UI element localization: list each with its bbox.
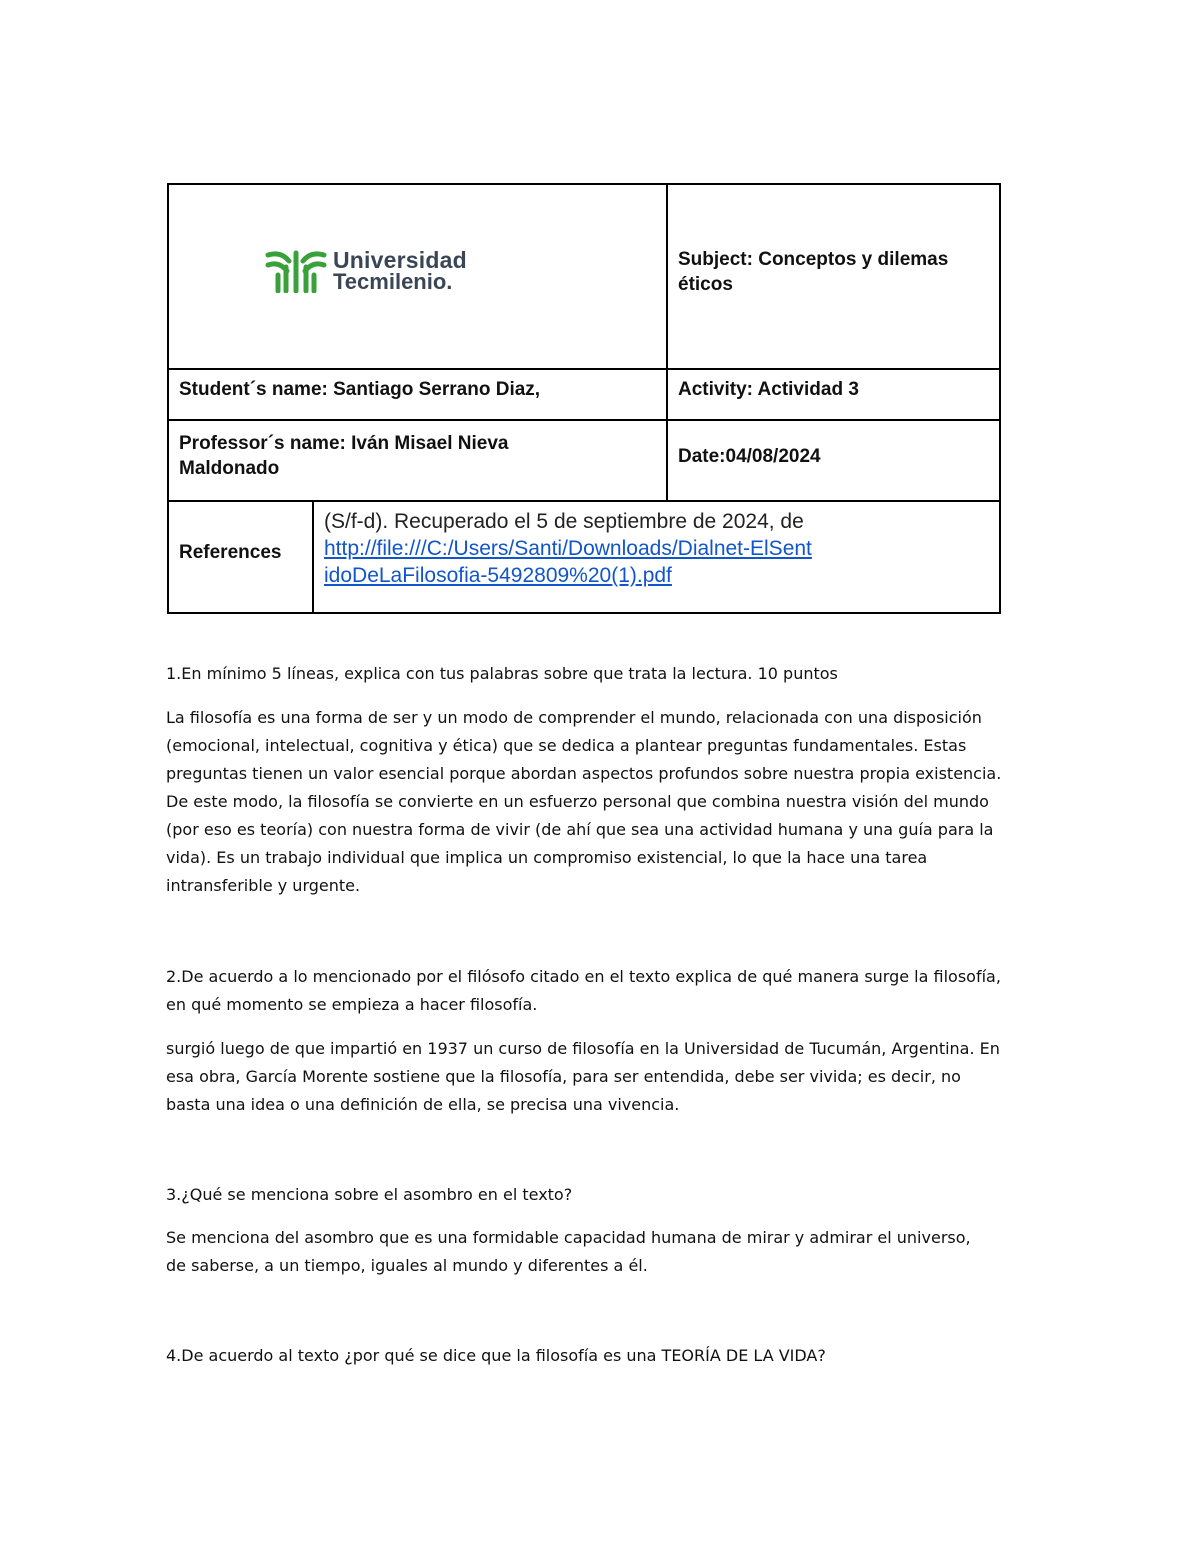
table-divider-horizontal <box>169 419 999 421</box>
question-1-text: 1.En mínimo 5 líneas, explica con tus palabras sobre que trata la lectura. 10 puntos <box>166 664 838 683</box>
reference-citation: (S/f-d). Recuperado el 5 de septiembre de 2024, de <box>324 510 804 533</box>
table-divider-vertical <box>666 185 668 502</box>
answer-1 <box>166 704 1016 900</box>
activity-text: Activity: Actividad 3 <box>678 379 859 400</box>
tecmilenio-leaf-icon <box>265 249 327 293</box>
student-name-text: Student´s name: Santiago Serrano Diaz, <box>179 379 541 400</box>
student-name-cell <box>179 377 659 402</box>
subject-cell <box>678 247 993 297</box>
professor-name-text: Professor´s name: Iván Misael Nieva Maldonado <box>179 433 509 479</box>
logo-line-universidad: Universidad <box>333 247 467 273</box>
professor-name-cell <box>179 431 599 481</box>
question-1 <box>166 660 1026 688</box>
answer-3 <box>166 1224 986 1280</box>
question-3-text: 3.¿Qué se menciona sobre el asombro en el texto? <box>166 1185 573 1204</box>
university-logo <box>265 247 505 297</box>
question-3 <box>166 1181 1026 1209</box>
references-label-cell <box>179 540 309 565</box>
answer-1-text: La filosofía es una forma de ser y un modo de comprender el mundo, relacionada con una disposición (emocional, intelectual, cognitiva y ética) que se dedica a plantear preguntas fundamentales. Estas preguntas tienen un valor esencial porque abordan aspectos profundos sobre nuestra propia existencia. De este modo, la filosofía se convierte en un esfuerzo personal que combina nuestra visión del mundo (por eso es teoría) con nuestra forma de vivir (de ahí que sea una actividad humana y una guía para la vida). Es un trabajo individual que implica un compromiso existencial, lo que la hace una tarea intransferible y urgente. <box>166 708 1002 895</box>
answer-3-text: Se menciona del asombro que es una formidable capacidad humana de mirar y admirar el universo, de saberse, a un tiempo, iguales al mundo y diferentes a él. <box>166 1228 971 1275</box>
header-table <box>167 183 1001 614</box>
answer-2-text: surgió luego de que impartió en 1937 un curso de filosofía en la Universidad de Tucumán, Argentina. En esa obra, García Morente sostiene que la filosofía, para ser entendida, debe ser vivida; es decir, no basta una idea o una definición de ella, se precisa una vivencia. <box>166 1039 1000 1114</box>
logo-cell <box>169 185 666 368</box>
question-4-text: 4.De acuerdo al texto ¿por qué se dice que la filosofía es una TEORÍA DE LA VIDA? <box>166 1346 826 1365</box>
question-4 <box>166 1342 1026 1370</box>
logo-line-tecmilenio: Tecmilenio. <box>333 269 453 294</box>
question-2 <box>166 963 1001 1019</box>
table-divider-horizontal <box>169 368 999 370</box>
table-divider-vertical <box>312 502 314 612</box>
date-cell <box>678 444 993 469</box>
subject-text: Subject: Conceptos y dilemas éticos <box>678 249 949 295</box>
reference-content <box>324 508 844 589</box>
table-divider-horizontal <box>169 500 999 502</box>
answer-2 <box>166 1035 1001 1119</box>
references-label: References <box>179 542 282 563</box>
date-text: Date:04/08/2024 <box>678 446 821 467</box>
reference-link[interactable]: http://file:///C:/Users/Santi/Downloads/Dialnet-ElSentidoDeLaFilosofia-5492809%20(1).pdf <box>324 537 812 587</box>
activity-cell <box>678 377 993 402</box>
question-2-text: 2.De acuerdo a lo mencionado por el filósofo citado en el texto explica de qué manera surge la filosofía, en qué momento se empieza a hacer filosofía. <box>166 967 1001 1014</box>
